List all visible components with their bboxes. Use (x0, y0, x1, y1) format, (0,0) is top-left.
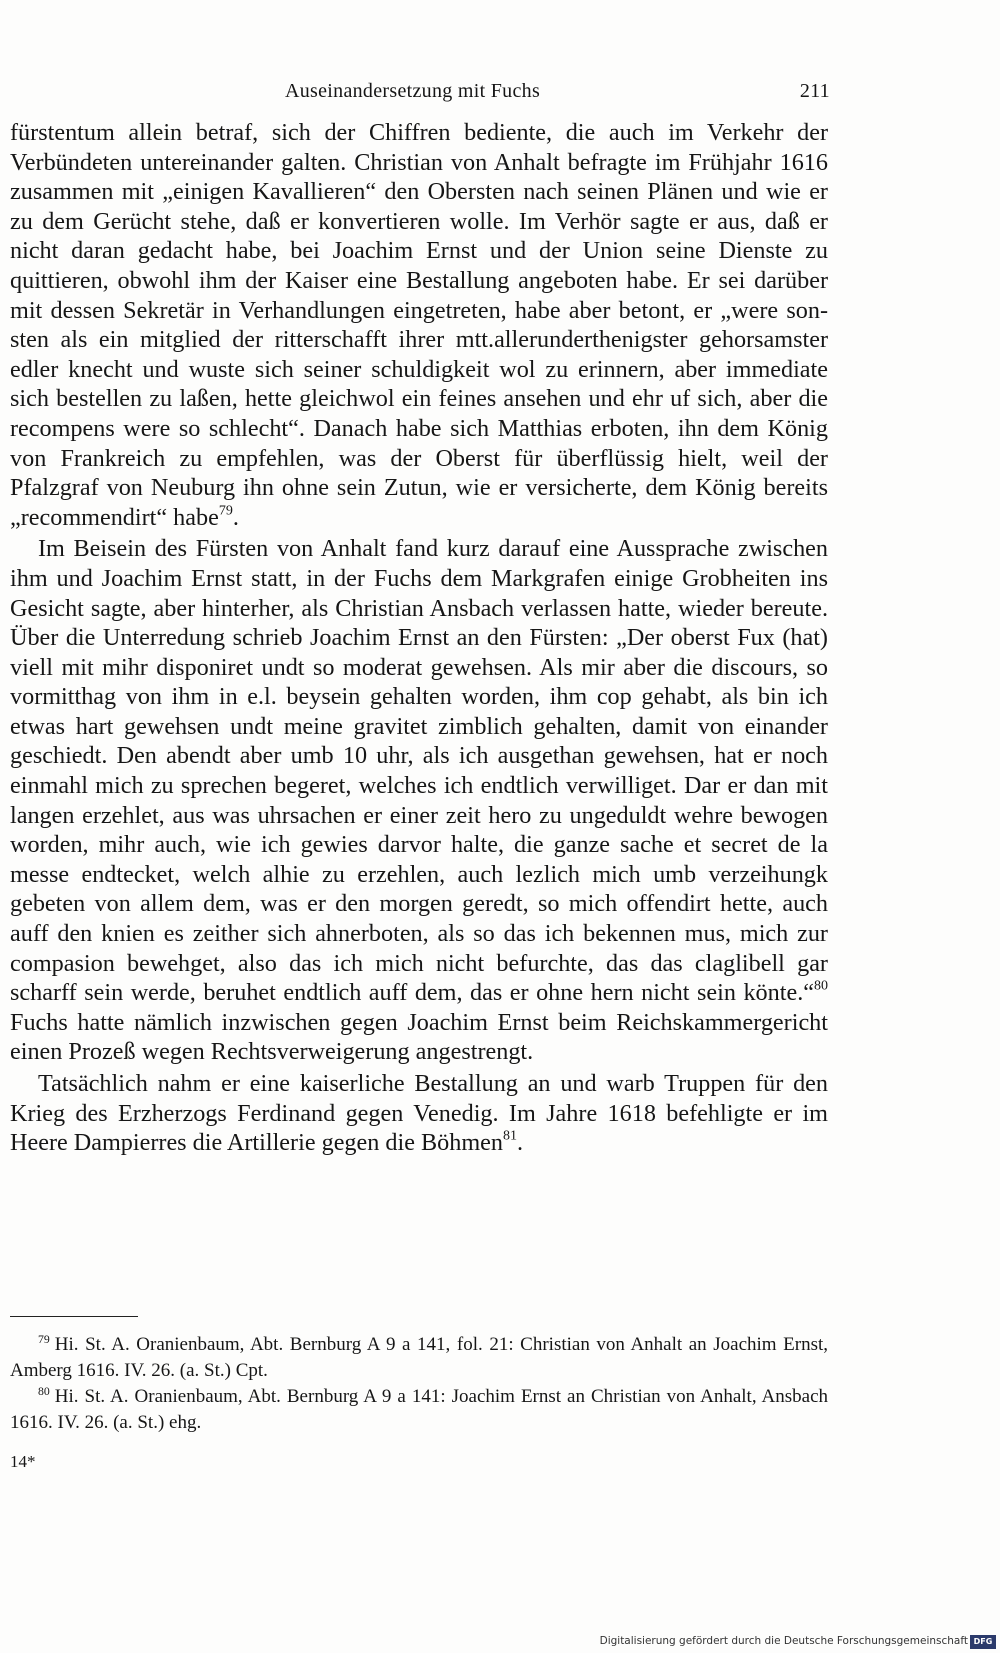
footnote-rule (10, 1316, 138, 1317)
footnote-80 (10, 1384, 828, 1436)
paragraph-3-end: . (516, 1129, 524, 1157)
page-number: 211 (799, 80, 830, 102)
footnote-79 (10, 1332, 828, 1384)
footnote-80-number: 80 (38, 1384, 50, 1398)
paragraph-1-end: . (232, 503, 239, 531)
signature-mark: 14* (10, 1452, 36, 1471)
footnote-79-text: Hi. St. A. Oranienbaum, Abt. Bernburg A 9 a 141, fol. 21: Christian von Anhalt an Joachim Ernst, Amberg 1616. IV. 26. (a. St.) Cpt. (10, 1334, 828, 1381)
paragraph-2-text: Im Beisein des Fürsten von Anhalt fand kurz darauf eine Aussprache zwischen ihm und Joachim Ernst statt, in der Fuchs dem Markgrafen einige Grobheiten ins Gesicht sagte, aber hinterher, als Christian Ansbach verlassen hatte, wieder bereute. Über die Unterredung schrieb Joachim Ernst an den Fürsten: „Der oberst Fux (hat) viell mit mihr disponiret undt so moderat gewehsen. Als mir aber die discours, so vormitthag von ihm in e.l. beysein gehalten worden, ihm cop gehabt, als bin ich etwas hart gewehsen undt meine gravitet zimblich gehalten, damit von einander geschiedt. Den abendt aber umb 10 uhr, als ich ausgethan gewehsen, hat er noch einmahl mich zu sprechen begeret, welches ich endtlich verwilliget. Dar er dan mit langen erzehlet, aus was uhrsachen er einer zeit hero zu ungeduldt wehre bewogen worden, mihr auch, wie ich gewies darvor halte, die ganze sache et secret de la messe endtecket, welch alhie zu erzehlen, auch lezlich mich umb verzeihungk gebeten von allem dem, was er den morgen geredt, so mich offendirt hette, auch auff den knien es zeither sich ahnerboten, als so das ich bekennen mus, mich zur compasion bewehget, also das ich mich nicht befurchte, das das claglibell gar scharff sein werde, beruhet endtlich auff dem, das er ohne hern nicht sein könte.“ (10, 535, 828, 1007)
funding-notice: Digitalisierung gefördert durch die Deutsche Forschungsgemeinschaft (599, 1635, 968, 1647)
footnote-ref-81: 81 (502, 1127, 517, 1144)
paragraph-2-continuation: Fuchs hatte nämlich inzwischen gegen Joachim Ernst beim Reichskammergericht einen Prozeß wegen Rechtsverweigerung angestrengt. (10, 1008, 828, 1066)
footnotes (10, 1332, 828, 1436)
footnote-ref-79: 79 (218, 502, 233, 519)
footnote-79-number: 79 (38, 1332, 50, 1346)
running-title: Auseinandersetzung mit Fuchs (285, 80, 541, 102)
footnote-ref-80: 80 (813, 977, 828, 994)
footnote-80-text: Hi. St. A. Oranienbaum, Abt. Bernburg A 9 a 141: Joachim Ernst an Christian von Anhalt, Ansbach 1616. IV. 26. (a. St.) ehg. (10, 1386, 828, 1433)
paragraph-3 (10, 1069, 828, 1158)
dfg-logo: DFG (970, 1635, 996, 1649)
paragraph-1 (10, 118, 828, 532)
running-head (10, 80, 830, 106)
paragraph-1-text: fürstentum allein betraf, sich der Chiffren bediente, die auch im Verkehr der Verbündeten untereinander galten. Christian von Anhalt befragte im Frühjahr 1616 zusammen mit „einigen Kavallieren“ den Obersten nach seinen Plänen und wie er zu dem Gerücht stehe, daß er konvertieren wolle. Im Verhör sagte er aus, daß er nicht daran gedacht habe, bei Joachim Ernst und der Union seine Dienste zu quittieren, obwohl ihm der Kaiser eine Bestallung angeboten habe. Er sei darüber mit dessen Sekretär in Verhandlungen eingetreten, habe aber betont, er „were sonsten als ein mitglied der ritterschafft ihrer mtt.allerunderthenigster gehorsamster edler knecht und wuste sich seiner schuldigkeit wol zu erinnern, aber immediate sich bestellen zu laßen, hette gleichwol ein feines ansehen und ehr uf sich, aber die recompens were so schlecht“. Danach habe sich Matthias erboten, ihn dem König von Frankreich zu empfehlen, was der Oberst für überflüssig hielt, weil der Pfalzgraf von Neuburg ihn ohne sein Zutun, wie er versicherte, dem König bereits „recommendirt“ habe (10, 119, 828, 531)
paragraph-3-text: Tatsächlich nahm er eine kaiserliche Bestallung an und warb Truppen für den Krieg des Erzherzogs Ferdinand gegen Venedig. Im Jahre 1618 befehligte er im Heere Dampierres die Artillerie gegen die Böhmen (10, 1070, 828, 1157)
body-text (10, 118, 828, 1158)
paragraph-2 (10, 534, 828, 1067)
